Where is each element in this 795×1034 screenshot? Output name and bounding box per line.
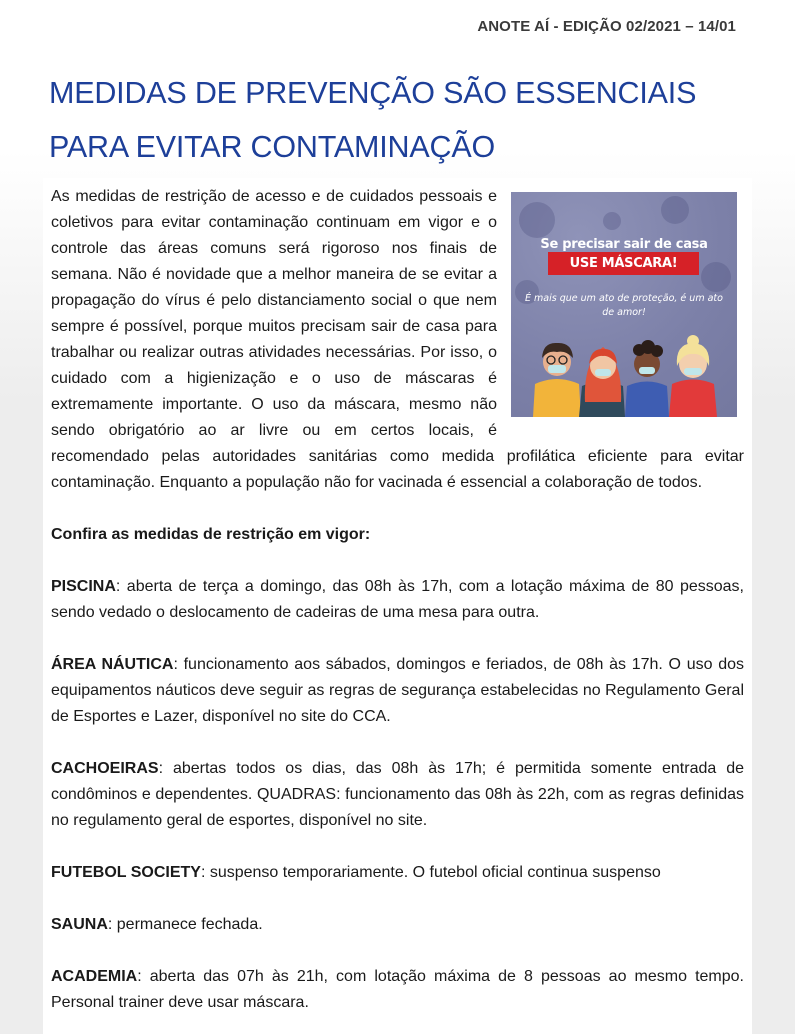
intro-paragraph: As medidas de restrição de acesso e de cuidados pessoais e coletivos para evitar contaminação continuam em vigor e o controle das áreas comuns será rigoroso nos finais de semana. Não é novidade que a melhor maneira de se evitar a propagação do vírus é pelo distanciamento social o que nem sempre é possível, porque muitos precisam sair de casa para trabalhar ou realizar outras atividades necessárias. Por isso, o cuidado com a higienização e o uso de máscaras é extremamente importante. O uso da máscara, mesmo não sendo obrigatório ao ar livre ou em certos locais, é recomendado pelas autoridades sanitárias como medida profilática eficiente para evitar contaminação. Enquanto a população não for vacinada é essencial a colaboração de todos. <box>51 188 744 491</box>
virus-decoration <box>701 262 731 292</box>
measure-text: : permanece fechada. <box>107 916 263 933</box>
measures-heading: Confira as medidas de restrição em vigor: <box>51 526 371 543</box>
measure-label: SAUNA <box>51 916 108 933</box>
measure-item <box>51 964 744 1016</box>
measure-item <box>51 652 744 730</box>
illustration-heading: Se precisar sair de casa <box>540 237 708 252</box>
measure-item <box>51 574 744 626</box>
mask-campaign-illustration <box>511 192 737 417</box>
masked-people-icon <box>511 322 737 417</box>
measure-text: : abertas todos os dias, das 08h às 17h; é permitida somente entrada de condôminos e dependentes. QUADRAS: funcionamento das 08h às 22h, com as regras definidas no regulamento geral de esportes, disponível no site. <box>51 760 744 829</box>
virus-decoration <box>603 212 621 230</box>
measure-text: : aberta de terça a domingo, das 08h às 17h, com a lotação máxima de 80 pessoas, sendo vedado o deslocamento de cadeiras de uma mesa para outra. <box>51 578 744 621</box>
measure-text: : suspenso temporariamente. O futebol oficial continua suspenso <box>200 864 661 881</box>
measure-label: CACHOEIRAS <box>51 760 159 777</box>
measure-label: FUTEBOL SOCIETY <box>51 864 201 881</box>
page-title: MEDIDAS DE PREVENÇÃO SÃO ESSENCIAIS PARA EVITAR CONTAMINAÇÃO <box>49 76 697 164</box>
virus-decoration <box>661 196 689 224</box>
measure-text: : funcionamento aos sábados, domingos e feriados, de 08h às 17h. O uso dos equipamentos náuticos deve seguir as regras de segurança estabelecidas no Regulamento Geral de Esportes e Lazer, disponível no site do CCA. <box>51 656 745 725</box>
measure-label: ACADEMIA <box>51 968 138 985</box>
article-body <box>43 178 752 1034</box>
edition-label: ANOTE AÍ - EDIÇÃO 02/2021 – 14/01 <box>477 18 736 35</box>
measure-text: : aberta das 07h às 21h, com lotação máxima de 8 pessoas ao mesmo tempo. Personal trainer deve usar máscara. <box>51 968 744 1011</box>
measure-label: ÁREA NÁUTICA <box>51 656 174 673</box>
measure-item <box>51 860 744 886</box>
measure-label: PISCINA <box>51 578 116 595</box>
measure-item <box>51 756 744 834</box>
measure-item <box>51 912 744 938</box>
use-mask-banner: USE MÁSCARA! <box>548 252 699 275</box>
illustration-tagline: É mais que um ato de proteção, é um ato de amor! <box>525 293 723 318</box>
